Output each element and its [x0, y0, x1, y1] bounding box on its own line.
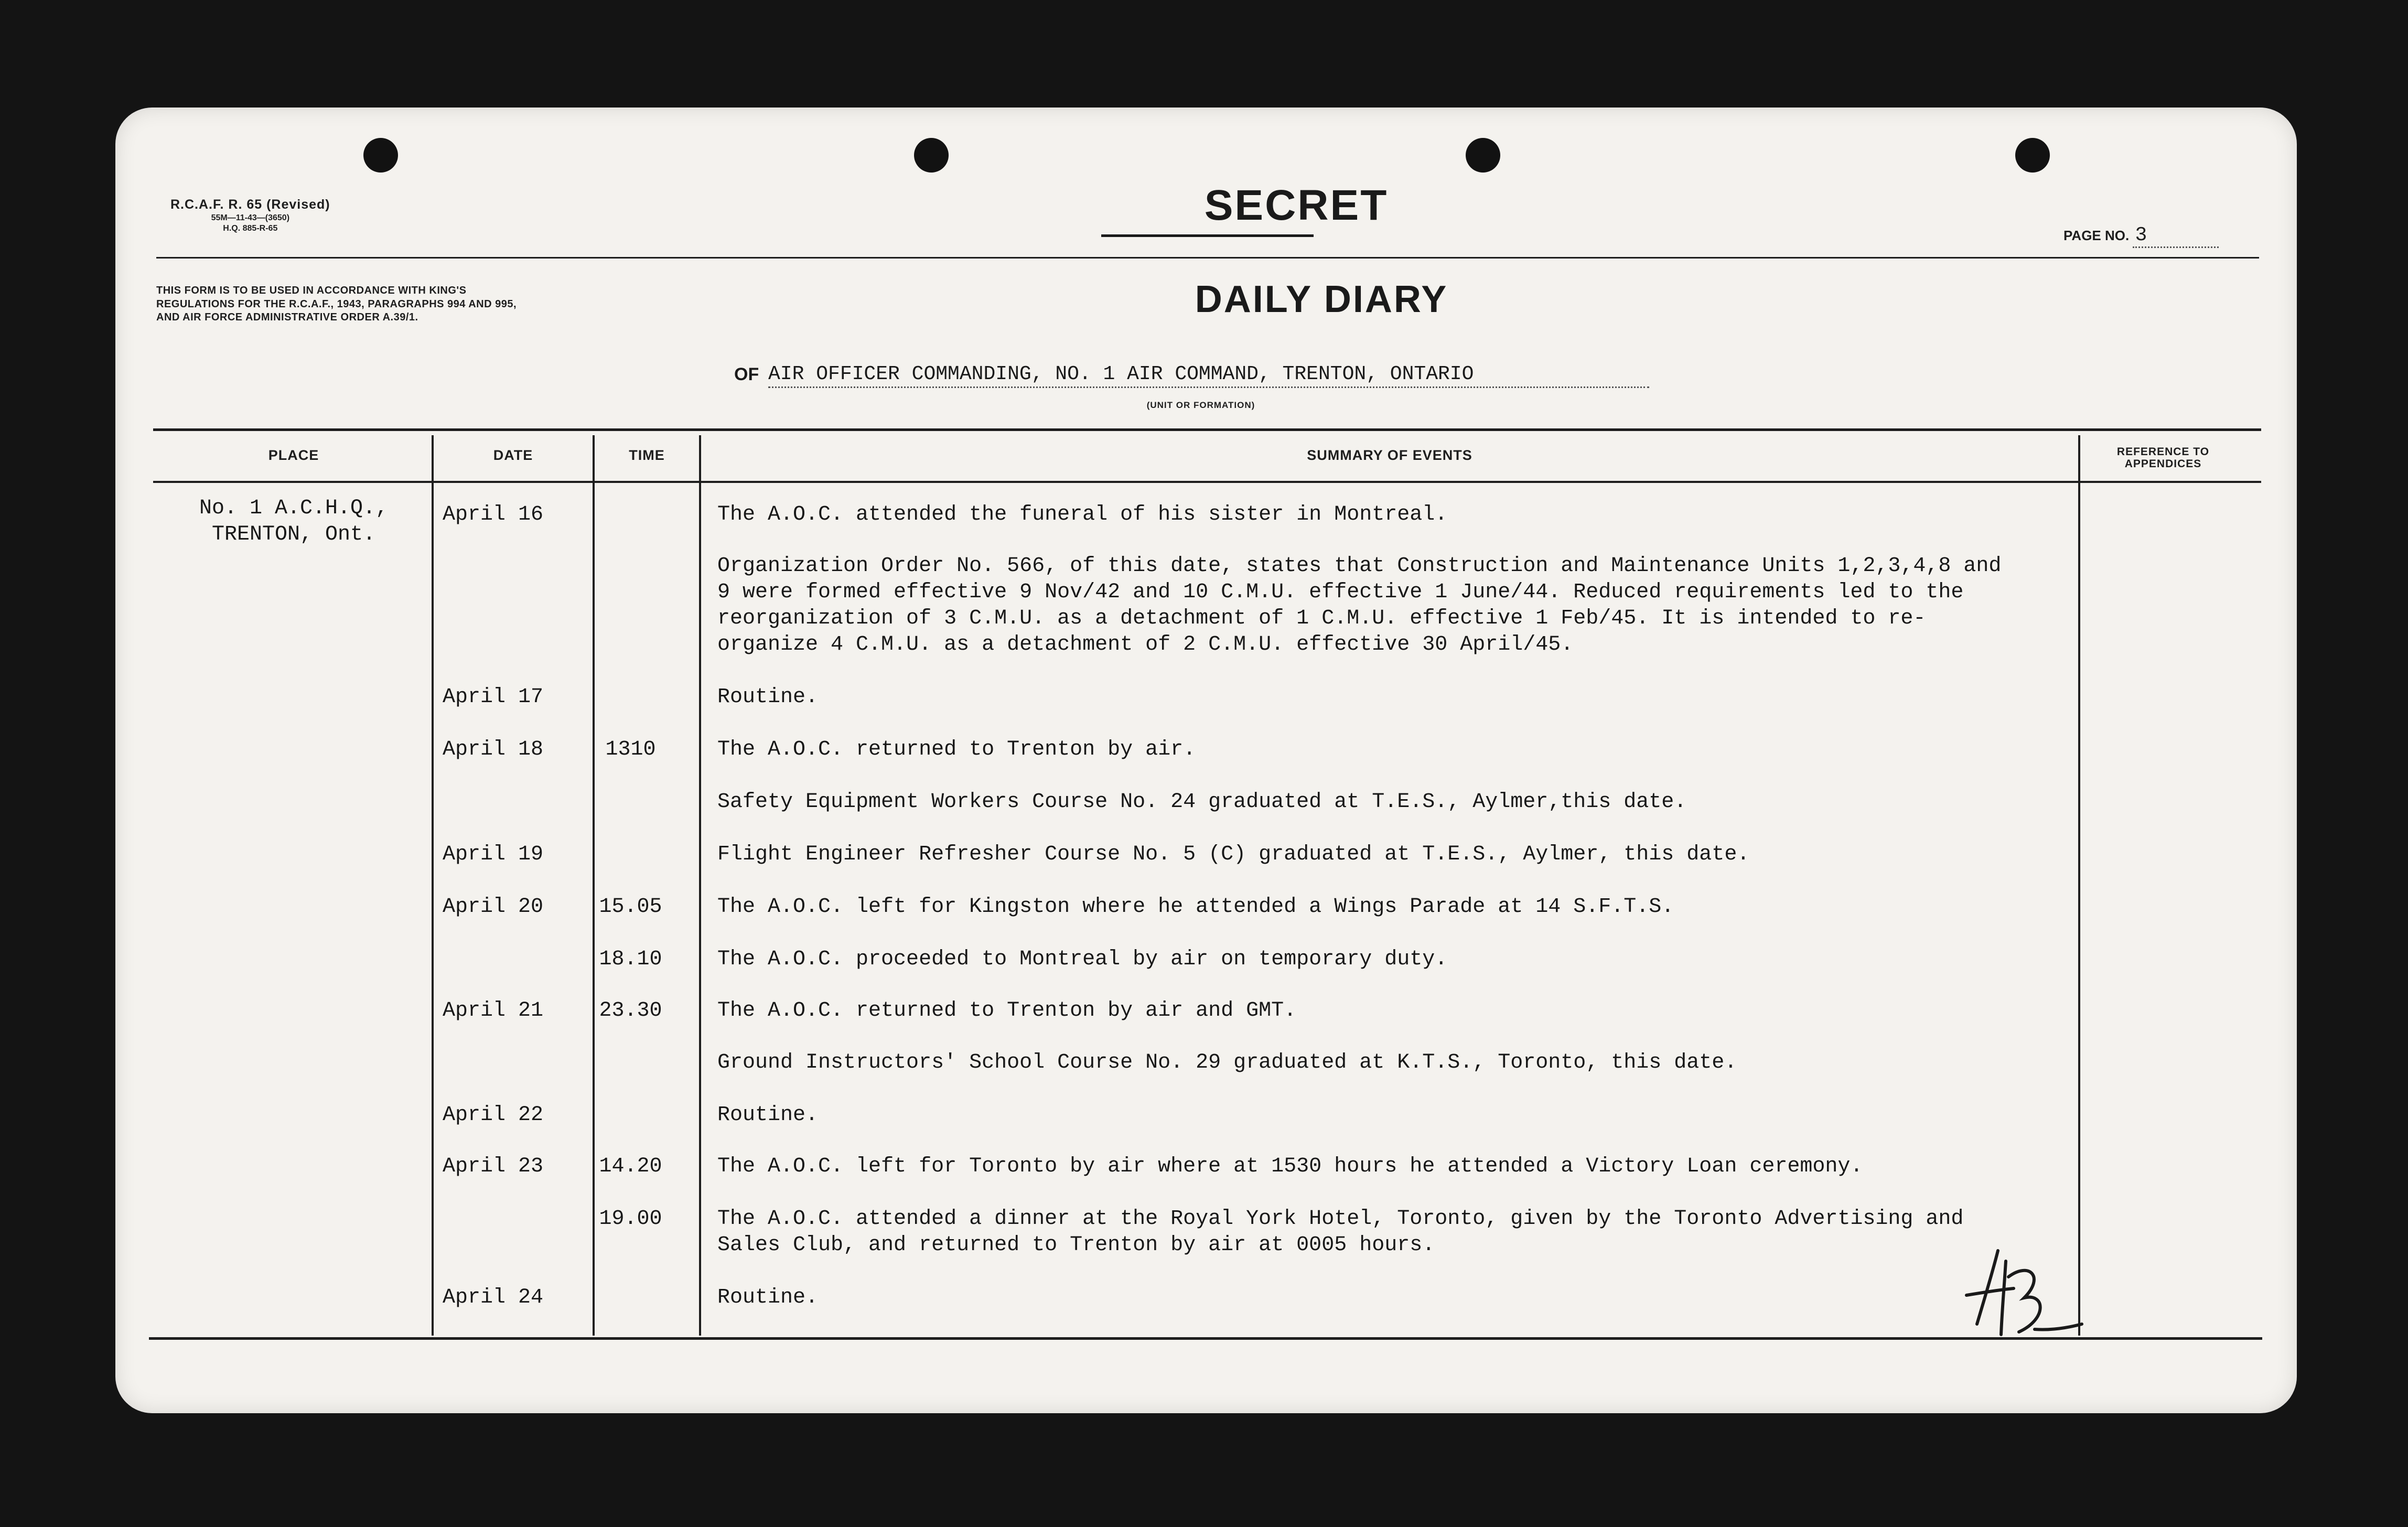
diary-form-card	[115, 107, 2297, 1413]
punch-hole	[2015, 138, 2050, 173]
entry-date: April 24	[442, 1286, 544, 1309]
entry-summary: Routine.	[717, 685, 819, 709]
entry-date: April 23	[442, 1155, 544, 1178]
entry-summary: Flight Engineer Refresher Course No. 5 (C) graduated at T.E.S., Aylmer, this date.	[717, 843, 1750, 866]
header-rule	[156, 257, 2259, 259]
classification-underline	[1101, 234, 1314, 237]
entry-summary: Safety Equipment Workers Course No. 24 graduated at T.E.S., Aylmer,this date.	[717, 790, 1687, 814]
entry-date: April 22	[442, 1103, 544, 1127]
page-number-label: PAGE NO.	[2063, 228, 2130, 243]
table-bottom-rule	[149, 1337, 2262, 1340]
entry-time: 14.20	[599, 1155, 662, 1178]
entry-summary: The A.O.C. proceeded to Montreal by air on temporary duty.	[717, 948, 1448, 971]
column-divider	[593, 435, 595, 1336]
entry-summary: Routine.	[717, 1286, 819, 1309]
entry-time: 19.00	[599, 1207, 662, 1231]
table-top-rule	[153, 428, 2261, 431]
place-cell: No. 1 A.C.H.Q., TRENTON, Ont.	[199, 497, 389, 546]
entry-summary: The A.O.C. left for Toronto by air where at 1530 hours he attended a Victory Loan ceremony.	[717, 1155, 1863, 1178]
form-instructions: THIS FORM IS TO BE USED IN ACCORDANCE WITH KING'S REGULATIONS FOR THE R.C.A.F., 1943, PARAGRAPHS 994 AND 995, AND AIR FORCE ADMINISTRATIVE ORDER A.39/1.	[156, 285, 517, 324]
classification-heading: SECRET	[1204, 181, 1389, 229]
form-identifier	[170, 197, 330, 234]
form-code: R.C.A.F. R. 65 (Revised)	[170, 197, 330, 212]
column-header-time: TIME	[629, 447, 665, 463]
page-number-value: 3	[2133, 224, 2219, 248]
entry-summary: The A.O.C. returned to Trenton by air.	[717, 738, 1196, 761]
handwritten-initials	[1956, 1240, 2092, 1345]
page-number-field	[2063, 224, 2219, 248]
entry-summary: The A.O.C. left for Kingston where he attended a Wings Parade at 14 S.F.T.S.	[717, 895, 1674, 919]
entry-time: 23.30	[599, 999, 662, 1023]
column-divider	[699, 435, 701, 1336]
form-hq-code: H.Q. 885-R-65	[223, 224, 278, 233]
entry-date: April 17	[442, 685, 544, 709]
entry-summary: The A.O.C. attended the funeral of his sister in Montreal.	[717, 503, 1448, 526]
punch-hole	[914, 138, 949, 173]
column-header-place: PLACE	[268, 447, 319, 463]
column-header-summary: SUMMARY OF EVENTS	[1307, 447, 1472, 463]
entry-summary: The A.O.C. attended a dinner at the Royal York Hotel, Toronto, given by the Toronto Advertising and Sales Club, and returned to Trenton by air at 0005 hours.	[717, 1207, 1964, 1257]
entry-date: April 20	[442, 895, 544, 919]
table-header-rule	[153, 481, 2261, 483]
entry-summary: Routine.	[717, 1103, 819, 1127]
column-divider	[2078, 435, 2080, 1336]
entry-date: April 21	[442, 999, 544, 1023]
entry-time: 1310	[605, 738, 656, 761]
unit-name: AIR OFFICER COMMANDING, NO. 1 AIR COMMAND, TRENTON, ONTARIO	[768, 363, 1649, 388]
punch-hole	[363, 138, 398, 173]
column-divider	[432, 435, 434, 1336]
entry-time: 15.05	[599, 895, 662, 919]
of-label: OF	[734, 364, 759, 384]
page-title: DAILY DIARY	[1195, 278, 1448, 320]
entry-time: 18.10	[599, 948, 662, 971]
form-print-code: 55M—11-43—(3650)	[211, 213, 290, 223]
unit-caption: (UNIT OR FORMATION)	[1146, 400, 1255, 410]
entry-date: April 16	[442, 503, 544, 526]
entry-date: April 19	[442, 843, 544, 866]
column-header-date: DATE	[493, 447, 533, 463]
entry-summary: Organization Order No. 566, of this date, states that Construction and Maintenance Units 1,2,3,4,8 and 9 were formed effective 9 Nov/42 and 10 C.M.U. effective 1 June/44. Reduced requirements led to the reorganization of 3 C.M.U. as a detachment of 1 C.M.U. effective 1 Feb/45. It is intended to re- organize 4 C.M.U. as a detachment of 2 C.M.U. effective 30 April/45.	[717, 554, 2002, 657]
column-header-reference: REFERENCE TO APPENDICES	[2116, 446, 2210, 470]
entry-summary: Ground Instructors' School Course No. 29 graduated at K.T.S., Toronto, this date.	[717, 1051, 1737, 1074]
punch-hole	[1466, 138, 1500, 173]
entry-date: April 18	[442, 738, 544, 761]
entry-summary: The A.O.C. returned to Trenton by air and GMT.	[717, 999, 1297, 1023]
